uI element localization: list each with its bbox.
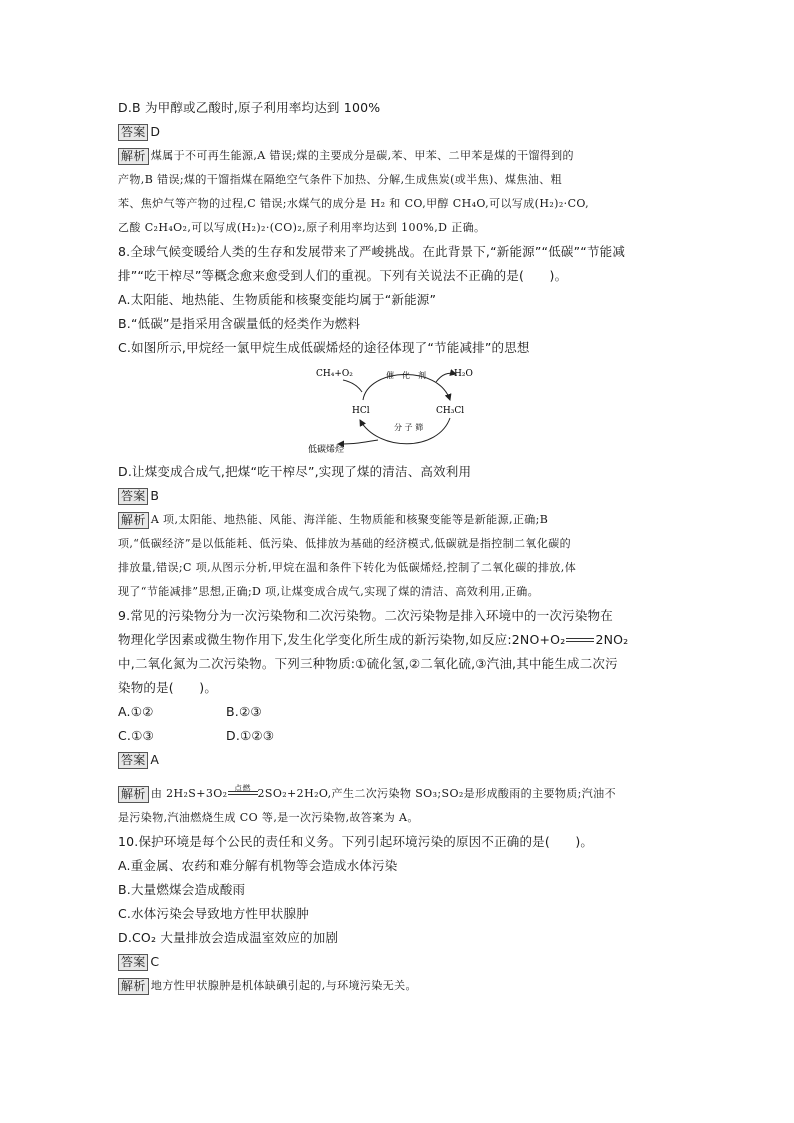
- q9-option-c: C.①③: [118, 728, 154, 743]
- analysis-tag: 解析: [118, 148, 149, 165]
- q10-option-d: D.CO₂ 大量排放会造成温室效应的加剧: [118, 930, 339, 945]
- q9-stem-4: 染物的是( )。: [118, 680, 218, 695]
- q9-option-a: A.①②: [118, 704, 154, 719]
- q10-stem: 10.保护环境是每个公民的责任和义务。下列引起环境污染的原因不正确的是( )。: [118, 834, 594, 849]
- q8-answer: B: [150, 488, 160, 503]
- ch3cl-label: CH₃Cl: [436, 406, 465, 416]
- q7-analysis-line-1: 解析 煤属于不可再生能源,A 错误;煤的主要成分是碳,苯、甲苯、二甲苯是煤的干馏得到的: [118, 144, 678, 168]
- catalyst-label: 催 化 剂: [386, 371, 426, 380]
- q9-options-row-2: [118, 724, 678, 748]
- q8-stem-1: 8.全球气候变暖给人类的生存和发展带来了严峻挑战。在此背景下,“新能源”“低碳”“节能减: [118, 244, 626, 259]
- q8-option-d: D.让煤变成合成气,把煤“吃干榨尽”,实现了煤的清洁、高效利用: [118, 464, 472, 479]
- answer-tag: 答案: [118, 954, 148, 971]
- answer-tag: 答案: [118, 488, 148, 505]
- q10-option-c: C.水体污染会导致地方性甲状腺肿: [118, 906, 309, 921]
- hcl-label: HCl: [352, 406, 370, 416]
- q9-option-b: B.②③: [226, 704, 262, 719]
- q10-analysis-line: 解析 地方性甲状腺肿是机体缺碘引起的,与环境污染无关。: [118, 974, 678, 998]
- reactant-feed: [343, 380, 362, 392]
- q9-options-row-1: [118, 700, 678, 724]
- q8-analysis-line-4: 现了“节能减排”思想,正确;D 项,让煤变成合成气,实现了煤的清洁、高效利用,正确。: [118, 585, 540, 598]
- q9-stem-1: 9.常见的污染物分为一次污染物和二次污染物。二次污染物是排入环境中的一次污染物在: [118, 608, 613, 623]
- equals-sign: [565, 636, 595, 646]
- q10-answer-row: [118, 950, 678, 974]
- q8-option-c: C.如图所示,甲烷经一氯甲烷生成低碳烯烃的途径体现了“节能减排”的思想: [118, 340, 530, 355]
- olefin-arrow: [338, 440, 378, 444]
- q7-analysis-line-2: 产物,B 错误;煤的干馏指煤在隔绝空气条件下加热、分解,生成焦炭(或半焦)、煤焦油、粗: [118, 173, 563, 186]
- reactant-label: CH₄+O₂: [316, 369, 353, 379]
- q7-option-d: D.B 为甲醇或乙酸时,原子利用率均达到 100%: [118, 100, 381, 115]
- water-arrow: [436, 373, 456, 382]
- q9-stem-2: 物理化学因素或微生物作用下,发生化学变化所生成的新污染物,如反应:2NO+O₂ 2NO₂: [118, 632, 629, 647]
- sieve-label: 分 子 筛: [394, 423, 424, 432]
- q8-analysis-line-3: 排放量,错误;C 项,从图示分析,甲烷在温和条件下转化为低碳烯烃,控制了二氧化碳的排放,体: [118, 561, 577, 574]
- answer-tag: 答案: [118, 752, 148, 769]
- q9-stem-3: 中,二氧化氮为二次污染物。下列三种物质:①硫化氢,②二氧化硫,③汽油,其中能生成二次污: [118, 656, 618, 671]
- answer-tag: 答案: [118, 124, 148, 141]
- analysis-tag: 解析: [118, 512, 149, 529]
- q8-stem-2: 排”“吃干榨尽”等概念愈来愈受到人们的重视。下列有关说法不正确的是( )。: [118, 268, 568, 283]
- document-page: [118, 96, 678, 998]
- q8-answer-row: [118, 484, 678, 508]
- q10-answer: C: [150, 954, 160, 969]
- q9-answer-row: [118, 748, 678, 772]
- q9-analysis-line-2: 是污染物,汽油燃烧生成 CO 等,是一次污染物,故答案为 A。: [118, 811, 419, 824]
- q8-analysis-line-2: 项,“低碳经济”是以低能耗、低污染、低排放为基础的经济模式,低碳就是指控制二氧化碳的: [118, 537, 572, 550]
- q10-option-a: A.重金属、农药和难分解有机物等会造成水体污染: [118, 858, 398, 873]
- water-label: H₂O: [454, 369, 473, 379]
- q7-answer: D: [150, 124, 161, 139]
- reaction-cycle-diagram: [118, 360, 678, 460]
- q10-option-b: B.大量燃煤会造成酸雨: [118, 882, 246, 897]
- reaction-condition: 点燃: [228, 790, 258, 798]
- q9-option-d: D.①②③: [226, 728, 275, 743]
- q9-answer: A: [150, 752, 160, 767]
- analysis-tag: 解析: [118, 786, 149, 803]
- q7-answer-row: [118, 120, 678, 144]
- q8-option-a: A.太阳能、地热能、生物质能和核聚变能均属于“新能源”: [118, 292, 437, 307]
- q8-option-b: B.“低碳”是指采用含碳量低的烃类作为燃料: [118, 316, 361, 331]
- cycle-svg: [308, 360, 508, 460]
- q7-analysis-line-4: 乙酸 C₂H₄O₂,可以写成(H₂)₂·(CO)₂,原子利用率均达到 100%,D 正确。: [118, 221, 486, 234]
- q7-analysis-line-3: 苯、焦炉气等产物的过程,C 错误;水煤气的成分是 H₂ 和 CO,甲醇 CH₄O,可以写成(H₂)₂·CO,: [118, 197, 590, 210]
- analysis-tag: 解析: [118, 978, 149, 995]
- q8-analysis-line-1: 解析 A 项,太阳能、地热能、风能、海洋能、生物质能和核聚变能等是新能源,正确;B: [118, 508, 678, 532]
- olefin-label: 低碳烯烃: [308, 445, 345, 455]
- q9-analysis-line-1: 解析 由 2H₂S+3O₂ 点燃 2SO₂+2H₂O,产生二次污染物 SO₃;SO₂是形成酸雨的主要物质;汽油不: [118, 782, 678, 806]
